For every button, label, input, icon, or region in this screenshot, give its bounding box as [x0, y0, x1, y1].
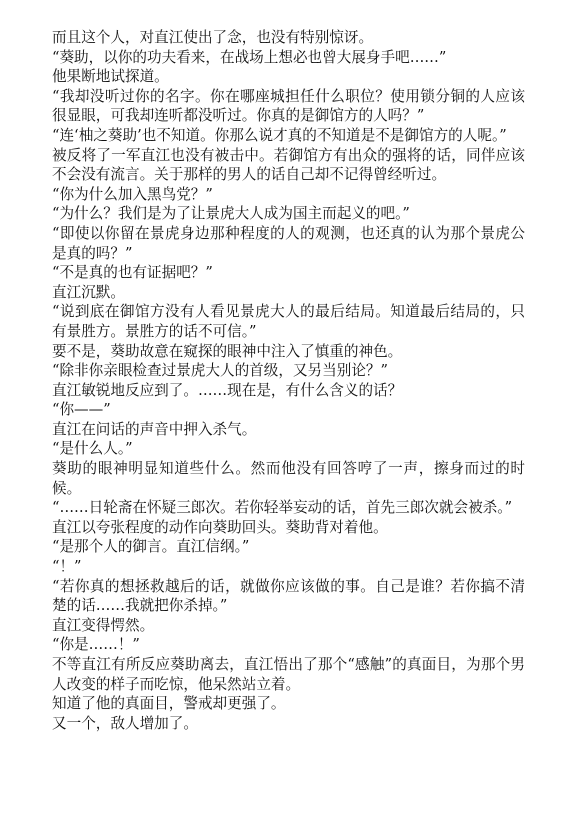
paragraph: 被反将了一军直江也没有被击中。若御馆方有出众的强将的话，同伴应该不会没有流言。关于那样的男人的话自己却不记得曾经听过。 [52, 146, 525, 184]
dialogue-paragraph: “！” [52, 558, 82, 576]
dialogue-paragraph: “即使以你留在景虎身边那种程度的人的观测，也还真的认为那个景虎公是真的吗？” [52, 224, 525, 262]
paragraph: 直江在问话的声音中押入杀气。 [52, 420, 257, 438]
paragraph: 要不是，葵助故意在窥探的眼神中注入了慎重的神色。 [52, 342, 403, 360]
paragraph: 直江沉默。 [52, 283, 125, 301]
dialogue-paragraph: “我却没听过你的名字。你在哪座城担任什么职位？使用锁分铜的人应该很显眼，可我却连听都没听过。你真的是御馆方的人吗？” [52, 87, 525, 125]
paragraph: 葵助的眼神明显知道些什么。然而他没有回答哼了一声，擦身而过的时候。 [52, 460, 525, 497]
dialogue-paragraph: “若你真的想拯救越后的话，就做你应该做的事。自己是谁？若你搞不清楚的话……我就把你杀掉。” [52, 577, 525, 615]
dialogue-paragraph: “你为什么加入黑鸟党？” [52, 185, 213, 203]
dialogue-paragraph: “不是真的也有证据吧？” [52, 264, 213, 282]
dialogue-paragraph: “除非你亲眼检查过景虎大人的首级，又另当别论？” [52, 362, 388, 380]
dialogue-paragraph: “……日轮斋在怀疑三郎次。若你轻举妄动的话，首先三郎次就会被杀。” [52, 499, 513, 517]
dialogue-paragraph: “为什么？我们是为了让景虎大人成为国主而起义的吧。” [52, 205, 410, 223]
dialogue-paragraph: “是那个人的御言。直江信纲。” [52, 538, 250, 556]
paragraph: 直江变得愕然。 [52, 616, 155, 634]
paragraph: 又一个，敌人增加了。 [52, 714, 198, 732]
dialogue-paragraph: “你是……！” [52, 636, 140, 654]
dialogue-paragraph: “葵助，以你的功夫看来，在战场上想必也曾大展身手吧……” [52, 48, 447, 66]
dialogue-paragraph: “说到底在御馆方没有人看见景虎大人的最后结局。知道最后结局的，只有景胜方。景胜方的话不可信。” [52, 303, 525, 340]
paragraph: 而且这个人，对直江使出了念，也没有特别惊讶。 [52, 29, 374, 46]
paragraph: 知道了他的真面目，警戒却更强了。 [52, 695, 286, 713]
paragraph: 他果断地试探道。 [52, 68, 169, 86]
dialogue-paragraph: “连‘柚之葵助’也不知道。你那么说才真的不知道是不是御馆方的人呢。” [52, 126, 507, 144]
dialogue-paragraph: “是什么人。” [52, 440, 133, 458]
paragraph: 直江敏锐地反应到了。……现在是，有什么含义的话？ [52, 381, 403, 399]
paragraph: 不等直江有所反应葵助离去，直江悟出了那个“感触”的真面目，为那个男人改变的样子而吃惊，他呆然站立着。 [52, 656, 525, 693]
dialogue-paragraph: “你——” [52, 401, 111, 419]
paragraph: 直江以夸张程度的动作向葵助回头。葵助背对着他。 [52, 518, 388, 536]
